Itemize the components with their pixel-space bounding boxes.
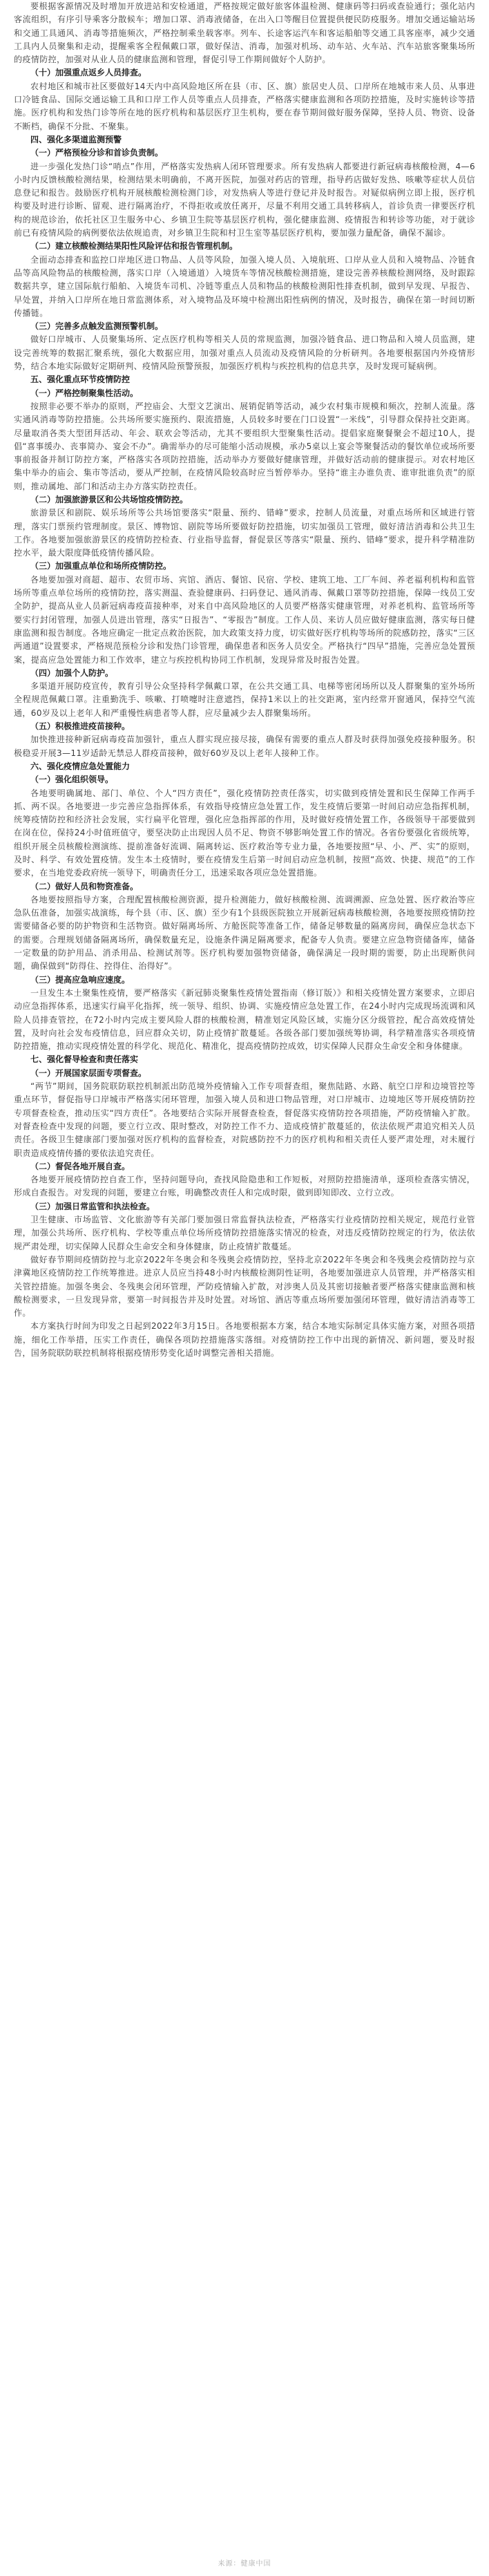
subsection-heading: （二）加强旅游景区和公共场馆疫情防控。 [30,494,189,504]
section-heading: 六、强化疫情应急处置能力 [30,761,131,771]
body-paragraph: 按照非必要不举办的原则，严控庙会、大型文艺演出、展销促销等活动，减少农村集市规模和频次，控制人流量。落实通风消毒等防控措施。公共场所要实施预约、限流措施，人员较多时要在门口设置“一米线”，引导群众保持社交距离。尽量取消各类大型团拜活动、年会、联欢会等活动，尤其不要组织大型聚集性活动。提倡家庭聚餐聚会不超过10人，提倡“喜事缓办、丧事简办、宴会不办”。确需举办的尽可能缩小活动规模，承办5桌以上宴会等聚餐活动的餐饮单位或场所要事前报备并制订防控方案，严格落实各项防控措施，活动举办方要做好健康管理，并做好活动前的健康提示。对农村地区集中举办的庙会、集市等活动，要从严控制，在疫情风险较高时应当暂停举办。坚持“谁主办谁负责、谁审批谁负责”的原则，推动属地、部门和活动主办方落实防控责任。 [14,401,475,491]
subsection-heading: （一）开展国家层面专项督查。 [30,1068,147,1078]
body-paragraph: 旅游景区和剧院、娱乐场所等公共场馆要落实“限量、预约、错峰”要求，控制人员流量，对重点场所和区域进行管理，落实门票预约管理制度。景区、博物馆、剧院等场所要做好防控措施，切实加强员工管理，做好清洁消毒和公共卫生工作。各地要加强旅游景区的疫情防控检查、行业指导监督，督促景区等落实“限量、预约、错峰”要求，提升科学精准防控水平，最大限度降低疫情传播风险。 [14,508,475,558]
subsection-heading: （二）做好人员和物资准备。 [30,881,139,891]
body-paragraph: 一旦发生本土聚集性疫情，要严格落实《新冠肺炎聚集性疫情处置指南（修订版）》和相关疫情处置方案要求，立即启动应急指挥体系，迅速实行扁平化指挥，统一领导、组织、协调、实施疫情应急处置工作，在24小时内完成现场流调和风险人员排查管控，在72小时内完成主要风险人群的核酸检测，精准划定风险区域，实施分区分级管控，配合高效疫情处置，及时向社会发布疫情信息，回应群众关切，防止疫情扩散蔓延。各级各部门要加强统筹协调，科学精准落实各项疫情防控措施，推动实现疫情处置的科学化、规范化、精准化，提高疫情防控成效，切实保障人民群众生命安全和身体健康。 [14,987,475,1052]
body-paragraph: 要根据客源情况及时增加开放进站和安检通道，严格按规定做好旅客体温检测、健康码等扫码或查验通行；强化站内客流组织，有序引导乘客分散候车；增加口罩、消毒液储备，在出入口等醒目位置提供便民防疫服务。增加交通运输站场和交通工具通风、消毒等措施频次，严格控制乘坐载客率。列车、长途客运汽车和客运船舶等交通工具客座率，减少交通工具内人员聚集和走动，提醒乘客全程佩戴口罩，做好保洁、消毒，加强对机场、动车站、火车站、汽车站旅客聚集场所的疫情防控，加强对从业人员的健康监测和管理，督促引导工作期间做好个人防护。 [14,1,475,65]
body-paragraph: 做好口岸城市、人员聚集场所、定点医疗机构等相关人员的常规监测，加强冷链食品、进口物品和入境人员监测，建设完善统筹的数据汇聚系统，强化大数据应用，加强对重点人员流动及疫情风险的分析研判。各地要根据国内外疫情形势，结合本地实际做好定期研判、疫情风险预警预报，加强医疗机构与疾控机构的信息共享，及时发现可疑病例。 [14,334,475,372]
document-body [14,0,475,1360]
subsection-heading: （二）督促各地开展自查。 [30,1161,131,1171]
subsection-heading: （五）积极推进疫苗接种。 [30,721,131,732]
body-paragraph: 本方案执行时间为印发之日起到2022年3月15日。各地要根据本方案，结合本地实际制定具体实施方案，对照各项措施，细化工作举措，压实工作责任，确保各项防控措施落实落细。对疫情防控工作中出现的新情况、新问题，要及时报告，国务院联防联控机制将根据疫情形势变化适时调整完善相关措施。 [14,1321,475,1358]
body-paragraph: 全面动态排查和监控口岸地区进口物品、人员等风险，加强入境人员、入境航班、口岸从业人员和入境物品、冷链食品等高风险物品的核酸检测，落实口岸（入境通道）入境货车等情况核酸检测措施，建设完善养核酸检测网络，及时跟踪数据共享，建立国际航行船舶、入境货车司机、冷链等重点人员和物品的核酸检测阳性排查机制，做到早发现、早报告、早处置，并纳入口岸所在地日常监测体系，对入境物品及环境中检测出阳性病例的情况，及时报告，确保在第一时间切断传播链。 [14,254,475,318]
subsection-heading: （三）加强重点单位和场所疫情防控。 [30,561,172,571]
section-heading: 四、强化多渠道监测预警 [30,134,122,144]
subsection-heading: （三）提高应急响应速度。 [30,974,131,985]
body-paragraph: 卫生健康、市场监管、文化旅游等有关部门要加强日常监督执法检查，严格落实行业疫情防控相关规定，规范行业管理，加强公共场所、医疗机构、学校等重点单位场所疫情防控措施落实情况的检查，对违反疫情防控规定的行为，依法依规严肃处理，切实保障人民群众生命安全和身体健康，防止疫情扩散蔓延。 [14,1215,475,1251]
body-paragraph: 各地要开展疫情防控自查工作，坚持问题导向，查找风险隐患和工作短板，对照防控措施清单，逐项检查落实情况，形成自查报告。对发现的问题，要建立台账，明确整改责任人和完成时限，做到即知即改、立行立改。 [14,1175,475,1198]
subsection-heading: （二）建立核酸检测结果阳性风险评估和报告管理机制。 [30,241,238,252]
subsection-heading: （三）完善多点触发监测预警机制。 [30,321,164,332]
subsection-heading: （四）加强个人防护。 [30,667,114,678]
body-paragraph: 各地要加强对商超、超市、农贸市场、宾馆、酒店、餐馆、民宿、学校、建筑工地、工厂车间、养老福利机构和监管场所等重点单位场所的疫情防控，落实测温、查验健康码、扫码登记、通风消毒、佩戴口罩等防控措施，保障一线员工安全防护，提高从业人员新冠病毒疫苗接种率，对来自中高风险地区的人员要严格落实健康管理，对养老机构、监管场所等要实行封闭管理，加强人员进出管理，落实“日报告”、“零报告”制度。工作人员、来访人员应做好健康监测，落实每日健康监测和报告制度。各地应确定一批定点救治医院，加大政策支持力度，切实做好医疗机构等场所的院感防控，落实“三区两通道”设置要求，严格规范预检分诊和发热门诊管理，确保患者和医务人员安全。严格执行“四早”措施，完善应急处置预案，提高应急处置能力和工作效率，建立与疾控机构协同工作机制，发现异常及时报告处置。 [14,574,475,665]
body-paragraph: “两节”期间，国务院联防联控机制派出防范境外疫情输入工作专项督查组，聚焦陆路、水路、航空口岸和边境管控等重点环节，督促指导口岸城市严格落实闭环管理，加强入境人员和进口物品管理，对口岸城市、边境地区等开展疫情防控专项督查检查，推动压实“四方责任”。各地要结合实际开展督查检查，督促落实疫情防控各项措施，严防疫情输入扩散。对督查检查中发现的问题，要立行立改、限时整改，对防控工作不力、造成疫情扩散蔓延的，依法依规严肃追究相关人员责任。各级卫生健康部门要加强对医疗机构的监督检查，对院感防控不力的医疗机构和相关责任人要严肃处理，对未履行职责造成疫情传播的要依法追究责任。 [14,1081,475,1158]
body-paragraph: 各地要明确属地、部门、单位、个人“四方责任”，强化疫情防控责任落实，切实做到疫情处置和民生保障工作两手抓、两不误。各地要进一步完善应急指挥体系，有效指导疫情应急处置工作，发生疫情后要第一时间启动应急指挥机制，统筹疫情防控和经济社会发展，实行扁平化管理，强化应急指挥部的作用，及时做好疫情处置工作，各级领导干部要做到在岗在位，保持24小时值班值守，要坚决防止出现因人员不足、物资不够影响处置工作的情况。各省份要强化省级统筹，组织开展全员核酸检测演练、提前准备好流调、隔离转运、医疗救治等专业力量，各地要按照“早、小、严、实”的原则，及时、科学、有效处置疫情。发生本土疫情时，要在疫情发生后第一时间启动应急机制，按照“高效、快捷、规范”的工作要求，在当地党委政府统一领导下，明确责任分工，迅速采取各项应急处置措施。 [14,788,475,878]
subsection-heading: （一）严格控制聚集性活动。 [30,388,139,398]
body-paragraph: 进一步强化发热门诊“哨点”作用，严格落实发热病人闭环管理要求。所有发热病人都要进行新冠病毒核酸检测，4—6小时内反馈核酸检测结果，检测结果未明确前，不离开医院，加强对药店的管理，指导药店做好发热、咳嗽等症状人员信息登记和报告。鼓励医疗机构开展核酸检测检测门诊，对发热病人等进行登记并及时报告。对疑似病例立即上报，医疗机构要及时进行诊断、留观、进行隔离治疗，不得拒收或放任离开，尽量不利用交通工具转移病人，首诊负责一律要医疗机构的规范诊治，依托社区卫生服务中心、乡镇卫生院等基层医疗机构，强化健康监测、疫情报告和转诊等功能，对于就诊前已有疫情风险的病例要依法依规追责，对乡镇卫生院和村卫生室等基层医疗机构，要加强力量配备，确保不漏诊。 [14,161,475,238]
body-paragraph: 加快推进接种新冠病毒疫苗加强针，重点人群实现应接尽接，确保有需要的重点人群及时获得加强免疫接种服务。积极稳妥开展3—11岁适龄无禁忌人群疫苗接种，做好60岁及以上老年人接种工作。 [14,735,475,758]
subsection-heading: （一）强化组织领导。 [30,775,114,785]
subsection-heading: （十）加强重点返乡人员排查。 [30,68,147,78]
source-footer: 来源：健康中国 [218,2560,271,2568]
section-heading: 五、强化重点环节疫情防控 [30,375,131,385]
subsection-heading: （三）加强日常监管和执法检查。 [30,1201,155,1211]
body-paragraph: 各地要按照指导方案，合理配置核酸检测资源，提升检测能力，做好核酸检测、流调溯源、应急处置、医疗救治等应急队伍准备，加强实战演练，每个县（市、区、旗）至少有1个县级医院独立开展新冠病毒核酸检测，各地要按照疫情防控需要储备必要的防护物资和生活物资。做好隔离场所、方舱医院等准备工作，储备足够数量的隔离房间，确保应急状态下的需要。合理规划储备隔离场所，确保数量充足，设施条件满足隔离要求，配备专人负责。要建立应急物资储备库，储备一定数量的防护用品、消杀用品、检测试剂等。医疗机构要加强物资储备，确保满足一段时期的需要，防止出现断供问题，确保做到“防得住、控得住、治得好”。 [14,894,475,972]
subsection-heading: （一）严格预检分诊和首诊负责制。 [30,148,164,158]
body-paragraph: 多渠道开展防疫宣传，教育引导公众坚持科学佩戴口罩，在公共交通工具、电梯等密闭场所以及人群聚集的室外场所全程规范佩戴口罩。注重勤洗手、咳嗽、打喷嚏时注意遮挡，保持1米以上的社交距离，室内经常开窗通风，保持空气流通，60岁及以上老年人和严重慢性病患者等人群，应尽量减少去人群聚集场所。 [14,681,475,718]
body-paragraph: 做好春节期间疫情防控与北京2022年冬奥会和冬残奥会疫情防控，坚持北京2022年冬奥会和冬残奥会疫情防控与京津冀地区疫情防控工作统筹推进。进京人员应当持48小时内核酸检测阴性证明，各地要加强进京人员管理，并严格落实相关管控措施。加强冬奥会、冬残奥会闭环管理，严防疫情输入扩散，对涉奥人员及其密切接触者要严格落实健康监测和核酸检测要求，一旦发现异常，要第一时间报告并及时处置。对场馆、酒店等重点场所要加强闭环管理，做好清洁消毒等工作。 [14,1254,475,1318]
section-heading: 七、强化督导检查和责任落实 [30,1054,139,1065]
body-paragraph: 农村地区和城市社区要做好14天内中高风险地区所在县（市、区、旗）旅居史人员、口岸所在地城市来人员、从事进口冷链食品、国际交通运输工具和口岸工作人员等重点人员排查，严格落实健康监测和各项防控措施，及时实施转诊等措施。医疗机构和发热门诊等所在地的医疗机构和基层医疗卫生机构，要在春节期间做好服务保障，坚持人员、物资、设备不断档，确保不分批、不聚集。 [14,81,475,131]
